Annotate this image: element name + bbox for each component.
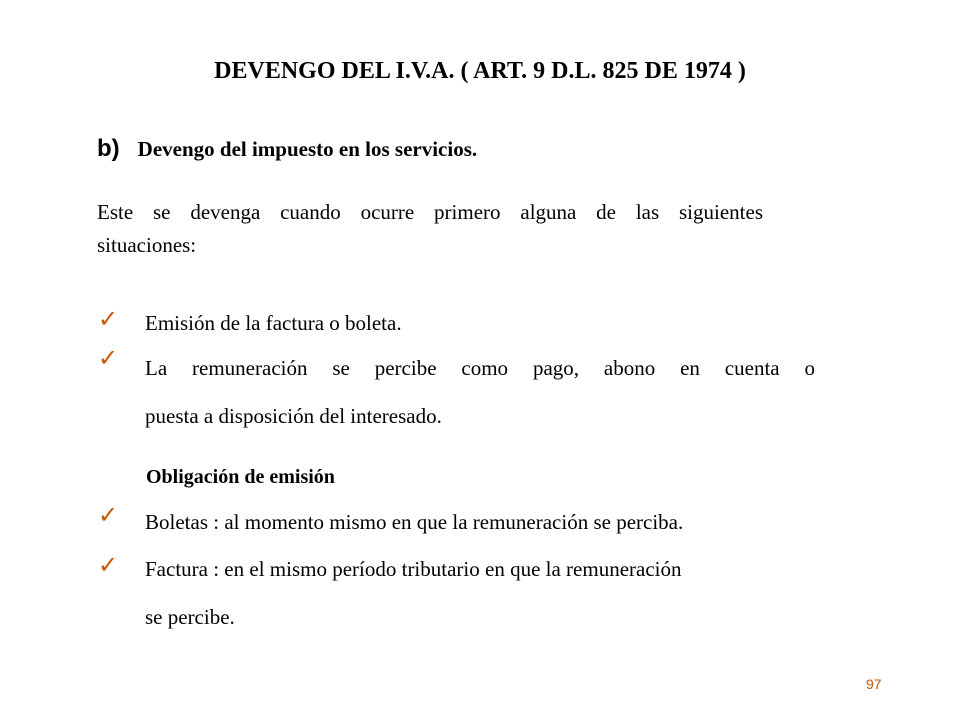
obligation-item-2-line-1: Factura : en el mismo período tributario en que la remuneración: [145, 557, 682, 581]
checkmark-icon: ✓: [98, 501, 119, 529]
situation-item-2-line-1: La remuneración se percibe como pago, abono en cuenta o: [145, 356, 815, 380]
checkmark-icon: ✓: [98, 305, 119, 333]
obligation-item-1: Boletas : al momento mismo en que la remuneración se perciba.: [145, 510, 684, 534]
section-letter: b): [97, 135, 120, 162]
obligation-heading: Obligación de emisión: [146, 466, 335, 488]
section-heading-text: Devengo del impuesto en los servicios.: [137, 137, 478, 161]
situation-item-2-line-2: puesta a disposición del interesado.: [145, 404, 442, 428]
page-number: 97: [866, 676, 882, 692]
page-title: DEVENGO DEL I.V.A. ( ART. 9 D.L. 825 DE 1974 ): [214, 58, 746, 84]
situation-item-1: Emisión de la factura o boleta.: [145, 311, 402, 335]
checkmark-icon: ✓: [98, 551, 119, 579]
checkmark-icon: ✓: [98, 344, 119, 372]
intro-line-1: Este se devenga cuando ocurre primero alguna de las siguientes: [97, 200, 763, 224]
obligation-item-2-line-2: se percibe.: [145, 605, 235, 629]
section-heading: [97, 135, 477, 163]
intro-line-2: situaciones:: [97, 233, 197, 257]
